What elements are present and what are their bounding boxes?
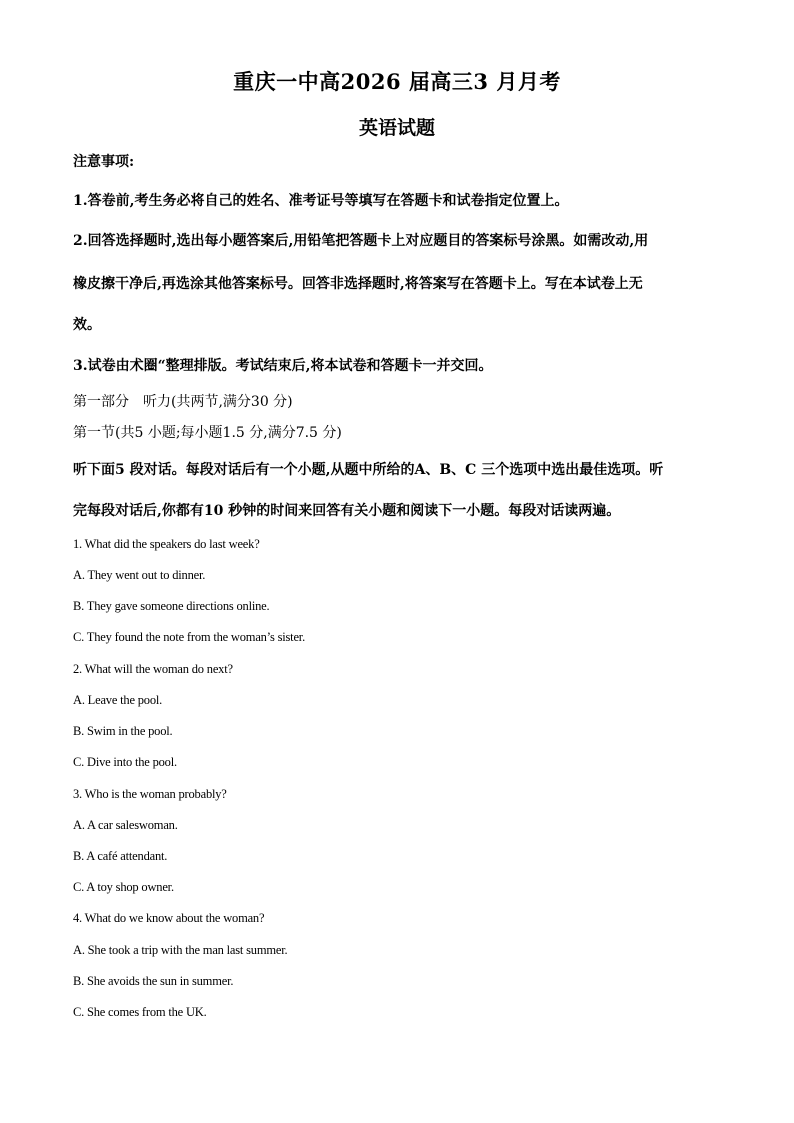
question-4-option-b: B. She avoids the sun in summer.: [73, 974, 234, 988]
notice-item-2-line-1: 2.回答选择题时,选出每小题答案后,用铅笔把答题卡上对应题目的答案标号涂黑。如需改动,用: [73, 233, 649, 249]
question-2-stem: 2. What will the woman do next?: [73, 662, 233, 676]
question-2-option-b: B. Swim in the pool.: [73, 724, 173, 738]
question-3-option-a: A. A car saleswoman.: [73, 818, 178, 832]
question-4-option-c: C. She comes from the UK.: [73, 1005, 207, 1019]
question-4-stem: 4. What do we know about the woman?: [73, 911, 265, 925]
question-1-option-b: B. They gave someone directions online.: [73, 599, 270, 613]
section-sub-heading: 第一节(共5 小题;每小题1.5 分,满分7.5 分): [73, 425, 342, 441]
question-2-option-c: C. Dive into the pool.: [73, 755, 177, 769]
question-3-option-b: B. A café attendant.: [73, 849, 168, 863]
question-3-stem: 3. Who is the woman probably?: [73, 787, 227, 801]
question-4-option-a: A. She took a trip with the man last summer.: [73, 943, 288, 957]
notice-item-2-line-2: 橡皮擦干净后,再选涂其他答案标号。回答非选择题时,将答案写在答题卡上。写在本试卷上无: [73, 276, 643, 292]
question-1-option-a: A. They went out to dinner.: [73, 568, 206, 582]
question-1-stem: 1. What did the speakers do last week?: [73, 537, 260, 551]
page-subtitle: 英语试题: [358, 117, 435, 139]
section-instruction-line-1: 听下面5 段对话。每段对话后有一个小题,从题中所给的A、B、C 三个选项中选出最佳选项。听: [73, 462, 664, 478]
notice-heading: 注意事项:: [73, 154, 135, 170]
notice-item-1: 1.答卷前,考生务必将自己的姓名、准考证号等填写在答题卡和试卷指定位置上。: [73, 193, 569, 209]
question-2-option-a: A. Leave the pool.: [73, 693, 163, 707]
question-3-option-c: C. A toy shop owner.: [73, 880, 174, 894]
notice-item-2-line-3: 效。: [73, 317, 101, 333]
section-part-heading: 第一部分 听力(共两节,满分30 分): [73, 394, 293, 410]
notice-item-3: 3.试卷由术圈“整理排版。考试结束后,将本试卷和答题卡一并交回。: [73, 358, 493, 374]
page-title: 重庆一中高2026 届高三3 月月考: [233, 69, 561, 94]
section-instruction-line-2: 完每段对话后,你都有10 秒钟的时间来回答有关小题和阅读下一小题。每段对话读两遍。: [73, 503, 621, 519]
question-1-option-c: C. They found the note from the woman’s sister.: [73, 630, 306, 644]
